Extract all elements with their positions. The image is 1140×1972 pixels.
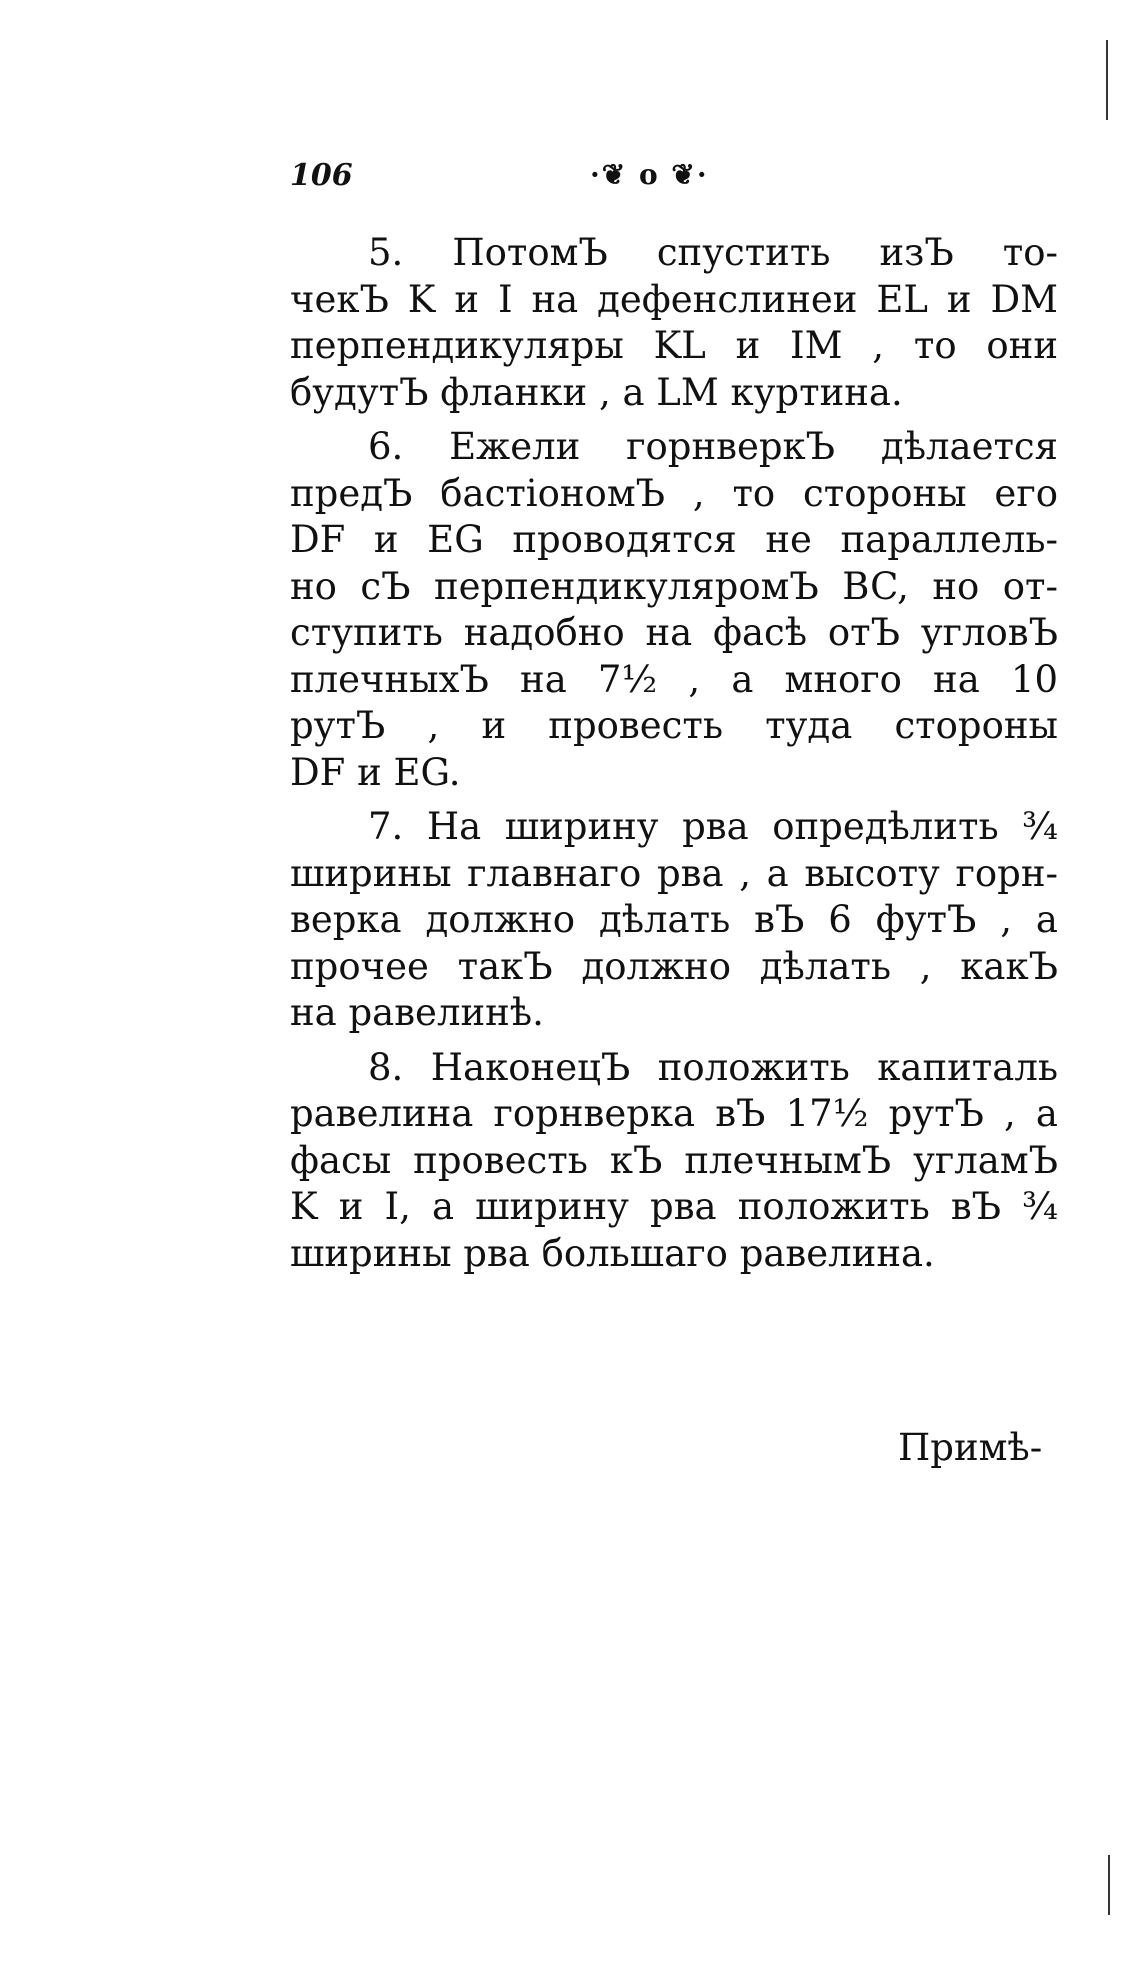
text-line: 5. ПотомЪ спустить изЪ то- xyxy=(368,231,1058,274)
page-number: 106 xyxy=(290,158,353,193)
text-line: ступить надобно на фасѣ отЪ угловЪ xyxy=(290,611,1058,654)
paragraph-5 xyxy=(290,230,1058,416)
text-line: верка должно дѣлать вЪ 6 футЪ , а xyxy=(290,898,1058,941)
text-line: перпендикуляры KL и IM , то они xyxy=(290,324,1058,367)
text-line: предЪ бастіономЪ , то стороны его xyxy=(290,471,1058,515)
text-line: DF и EG. xyxy=(290,750,461,794)
text-line: K и I, а ширину рва положить вЪ ¾ xyxy=(290,1185,1058,1228)
text-line: рутЪ , и провесть туда стороны xyxy=(290,704,1058,747)
text-line: чекЪ K и I на дефенслинеи EL и DM xyxy=(290,277,1058,321)
text-line: DF и EG проводятся не параллель- xyxy=(290,518,1058,561)
scan-edge-mark xyxy=(1108,1855,1110,1915)
body-text xyxy=(290,230,1058,1285)
text-line: фасы провесть кЪ плечнымЪ угламЪ xyxy=(290,1138,1058,1182)
text-line: 7. На ширину рва опредѣлить ¾ xyxy=(368,805,1058,848)
text-line: 6. Ежели горнверкЪ дѣлается xyxy=(368,425,1058,468)
paragraph-6 xyxy=(290,424,1058,796)
text-line: ширины главнаго рва , а высоту горн- xyxy=(290,851,1058,895)
text-line: плечныхЪ на 7½ , а много на 10 xyxy=(290,657,1058,701)
text-line: равелина горнверка вЪ 17½ рутЪ , а xyxy=(290,1092,1058,1135)
paragraph-8 xyxy=(290,1045,1058,1278)
text-line: но сЪ перпендикуляромЪ BC, но от- xyxy=(290,564,1058,608)
catchword: Примѣ- xyxy=(898,1426,1043,1469)
text-line: 8. НаконецЪ положить капиталь xyxy=(368,1045,1058,1089)
scan-edge-mark xyxy=(1106,40,1108,120)
paragraph-7 xyxy=(290,804,1058,1037)
text-line: будутЪ фланки , а LM куртина. xyxy=(290,370,903,414)
text-line: на равелинѣ. xyxy=(290,991,544,1034)
text-line: ширины рва большаго равелина. xyxy=(290,1231,935,1275)
header-ornament: ·❦ o ❦· xyxy=(590,158,709,191)
text-line: прочее такЪ должно дѣлать , какЪ xyxy=(290,944,1058,988)
page-header xyxy=(290,158,850,198)
